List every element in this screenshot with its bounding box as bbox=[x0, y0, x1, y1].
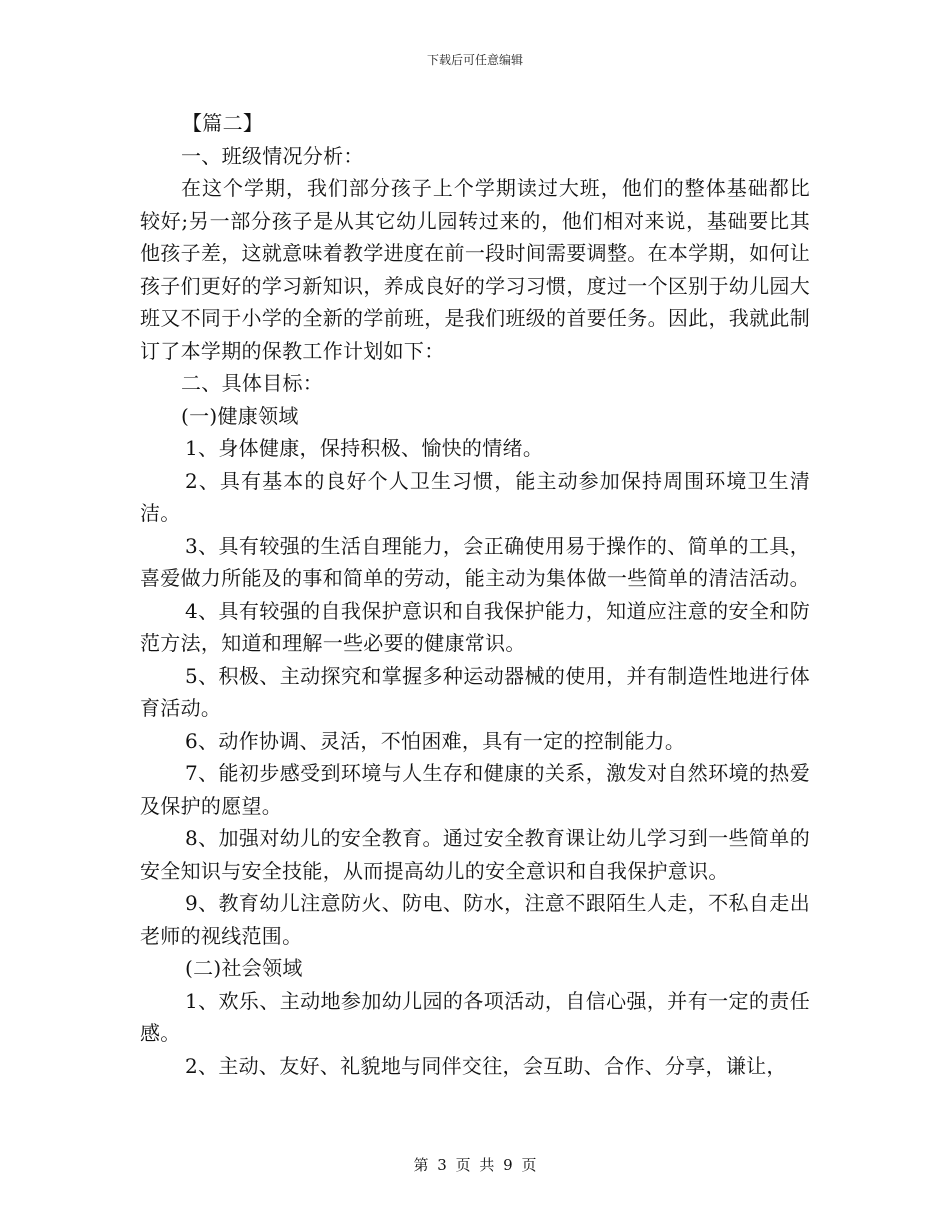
page-header: 下载后可任意编辑 bbox=[426, 53, 523, 67]
subheading-social: (二)社会领域 bbox=[185, 956, 303, 980]
heading-goals: 二、具体目标： bbox=[181, 371, 324, 395]
document-body bbox=[140, 107, 810, 1082]
list-item: 9、教育幼儿注意防火、防电、防水，注意不跟陌生人走，不私自走出老师的视线范围。 bbox=[140, 891, 810, 948]
list-item: 2、主动、友好、礼貌地与同伴交往，会互助、合作、分享，谦让， bbox=[185, 1053, 787, 1078]
section-title: 【篇二】 bbox=[182, 111, 264, 135]
list-item: 3、具有较强的生活自理能力，会正确使用易于操作的、简单的工具，喜爱做力所能及的事和简单的劳动，能主动为集体做一些简单的清洁活动。 bbox=[140, 533, 810, 590]
list-item: 8、加强对幼儿的安全教育。通过安全教育课让幼儿学习到一些简单的安全知识与安全技能，从而提高幼儿的安全意识和自我保护意识。 bbox=[140, 826, 810, 883]
list-item: 1、身体健康，保持积极、愉快的情绪。 bbox=[185, 436, 544, 460]
subheading-health: (一)健康领域 bbox=[181, 403, 299, 428]
heading-class-analysis: 一、班级情况分析： bbox=[181, 143, 364, 168]
list-item: 4、具有较强的自我保护意识和自我保护能力，知道应注意的安全和防范方法，知道和理解一些必要的健康常识。 bbox=[140, 598, 810, 655]
page-number: 第 3 页 共 9 页 bbox=[413, 1156, 537, 1174]
list-item: 2、具有基本的良好个人卫生习惯，能主动参加保持周围环境卫生清洁。 bbox=[140, 468, 810, 525]
paragraph-class-analysis: 在这个学期，我们部分孩子上个学期读过大班，他们的整体基础都比较好;另一部分孩子是从其它幼儿园转过来的，他们相对来说，基础要比其他孩子差，这就意味着教学进度在前一段时间需要调整。在本学期，如何让孩子们更好的学习新知识，养成良好的学习习惯，度过一个区别于幼儿园大班又不同于小学的全新的学前班，是我们班级的首要任务。因此，我就此制订了本学期的保教工作计划如下： bbox=[140, 176, 810, 363]
list-item: 7、能初步感受到环境与人生存和健康的关系，激发对自然环境的热爱及保护的愿望。 bbox=[140, 761, 810, 818]
list-item: 6、动作协调、灵活，不怕困难，具有一定的控制能力。 bbox=[185, 728, 686, 753]
list-item: 1、欢乐、主动地参加幼儿园的各项活动，自信心强，并有一定的责任感。 bbox=[140, 988, 810, 1045]
list-item: 5、积极、主动探究和掌握多种运动器械的使用，并有制造性地进行体育活动。 bbox=[140, 663, 810, 720]
